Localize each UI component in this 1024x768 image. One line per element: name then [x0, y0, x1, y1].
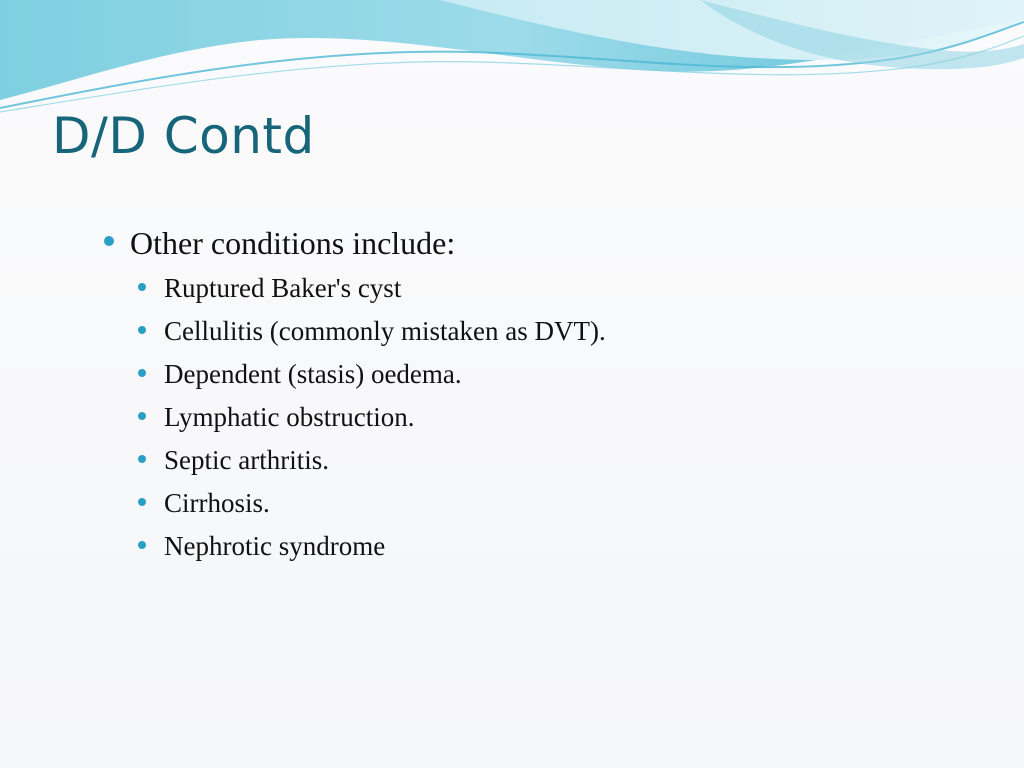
- list-item-text: Lymphatic obstruction.: [164, 402, 415, 432]
- list-item: [138, 399, 984, 442]
- main-bullet: [104, 222, 984, 264]
- list-item: [138, 313, 984, 356]
- bullet-dot-icon: [138, 412, 146, 420]
- wave-header-decoration: [0, 0, 1024, 120]
- list-item: [138, 442, 984, 485]
- list-item: [138, 356, 984, 399]
- list-item: [138, 485, 984, 528]
- sub-bullet-list: [104, 270, 984, 571]
- bullet-dot-icon: [138, 326, 146, 334]
- slide-content: [104, 222, 984, 571]
- bullet-dot-icon: [104, 236, 114, 246]
- bullet-dot-icon: [138, 455, 146, 463]
- list-item-text: Dependent (stasis) oedema.: [164, 359, 462, 389]
- list-item-text: Ruptured Baker's cyst: [164, 273, 402, 303]
- list-item-text: Cellulitis (commonly mistaken as DVT).: [164, 316, 606, 346]
- bullet-dot-icon: [138, 283, 146, 291]
- list-item-text: Septic arthritis.: [164, 445, 329, 475]
- list-item: [138, 270, 984, 313]
- list-item-text: Nephrotic syndrome: [164, 531, 386, 561]
- slide-title: D/D Contd: [52, 107, 315, 165]
- bullet-dot-icon: [138, 369, 146, 377]
- list-item-text: Cirrhosis.: [164, 488, 270, 518]
- bullet-dot-icon: [138, 498, 146, 506]
- bullet-dot-icon: [138, 541, 146, 549]
- main-bullet-text: Other conditions include:: [130, 225, 456, 261]
- list-item: [138, 528, 984, 571]
